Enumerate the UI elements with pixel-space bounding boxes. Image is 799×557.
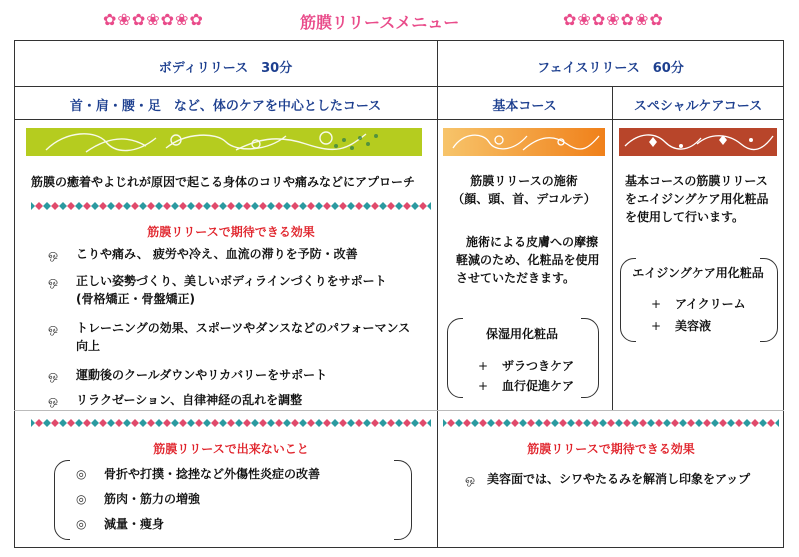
page-header xyxy=(0,0,799,40)
leaf-bullet-icon: ஒ xyxy=(48,393,59,407)
double-circle-icon: ◎ xyxy=(76,492,87,506)
divider xyxy=(14,410,784,411)
cannot-heading: 筋膜リリースで出来ないこと xyxy=(153,442,309,456)
special-cosmetic-item: + アイクリーム xyxy=(651,297,746,311)
basic-course-title: 基本コース xyxy=(492,99,557,114)
basic-cosmetic-item: + 血行促進ケア xyxy=(478,379,575,393)
leaf-bullet-icon: ஒ xyxy=(465,472,476,486)
body-intro-text: 筋膜の癒着やよじれが原因で起こる身体のコリや痛みなどにアプローチ xyxy=(31,175,416,189)
face-effects-heading: 筋膜リリースで期待できる効果 xyxy=(527,442,695,456)
page-title: 筋膜リリースメニュー xyxy=(300,13,460,32)
rust-swirl-banner-icon xyxy=(619,128,777,156)
leaf-bullet-icon: ஒ xyxy=(48,321,59,335)
double-circle-icon: ◎ xyxy=(76,517,87,531)
body-effect-item: ஒ 正しい姿勢づくり、美しいボディラインづくりをサポート (骨格矯正・骨盤矯正) xyxy=(48,274,387,306)
basic-description: 施術による皮膚への摩擦 軽減のため、化粧品を使用 させていただきます。 xyxy=(456,235,600,285)
body-effect-item: ஒ 運動後のクールダウンやリカバリーをサポート xyxy=(48,368,328,382)
plus-icon: + xyxy=(478,379,489,393)
special-description: 基本コースの筋膜リリース をエイジングケア用化粧品 を使用して行います。 xyxy=(625,174,769,224)
special-course-title: スペシャルケアコース xyxy=(633,99,763,114)
leaf-bullet-icon: ஒ xyxy=(48,368,59,382)
diamond-border-icon xyxy=(443,418,779,428)
face-release-title: フェイスリリース 60分 xyxy=(537,61,684,76)
divider xyxy=(612,86,613,410)
body-course-subtitle: 首・肩・腰・足 など、体のケアを中心としたコース xyxy=(69,99,382,114)
face-effect-item: ஒ 美容面では、シワやたるみを解消し印象をアップ xyxy=(465,472,751,486)
diamond-border-icon xyxy=(31,418,431,428)
divider xyxy=(14,119,784,120)
green-swirl-banner-icon xyxy=(26,128,422,156)
plus-icon: + xyxy=(651,319,662,333)
plus-icon: + xyxy=(651,297,662,311)
leaf-bullet-icon: ஒ xyxy=(48,247,59,261)
body-release-title: ボディリリース 30分 xyxy=(158,61,293,76)
leaf-bullet-icon: ஒ xyxy=(48,274,59,288)
flower-decoration-left-icon: ✿❀✿❀✿❀✿ xyxy=(103,10,204,29)
basic-treatment-line: 筋膜リリースの施術 xyxy=(470,174,578,188)
basic-cosmetic-item: + ザラつきケア xyxy=(478,359,575,373)
basic-treatment-areas: （顔、頭、首、デコルテ） xyxy=(452,192,596,206)
plus-icon: + xyxy=(478,359,489,373)
body-effect-item: ஒ トレーニングの効果、スポーツやダンスなどのパフォーマンス 向上 xyxy=(48,321,411,353)
orange-swirl-banner-icon xyxy=(443,128,605,156)
body-effects-heading: 筋膜リリースで期待できる効果 xyxy=(147,225,315,239)
body-effect-item: ஒ こりや痛み、 疲労や冷え、血流の滞りを予防・改善 xyxy=(48,247,358,261)
cannot-item: ◎ 骨折や打撲・捻挫など外傷性炎症の改善 xyxy=(76,467,321,481)
cannot-item: ◎ 筋肉・筋力の増強 xyxy=(76,492,201,506)
special-cosmetic-item: + 美容液 xyxy=(651,319,712,333)
body-effect-item: ஒ リラクゼーション、自律神経の乱れを調整 xyxy=(48,393,303,407)
divider xyxy=(437,40,438,548)
cannot-item: ◎ 減量・痩身 xyxy=(76,517,165,531)
flower-decoration-right-icon: ✿❀✿❀✿❀✿ xyxy=(563,10,664,29)
diamond-border-icon xyxy=(31,201,431,211)
double-circle-icon: ◎ xyxy=(76,467,87,481)
special-cosmetics-title: エイジングケア用化粧品 xyxy=(632,266,764,280)
basic-cosmetics-title: 保湿用化粧品 xyxy=(485,327,558,341)
divider xyxy=(14,86,784,87)
